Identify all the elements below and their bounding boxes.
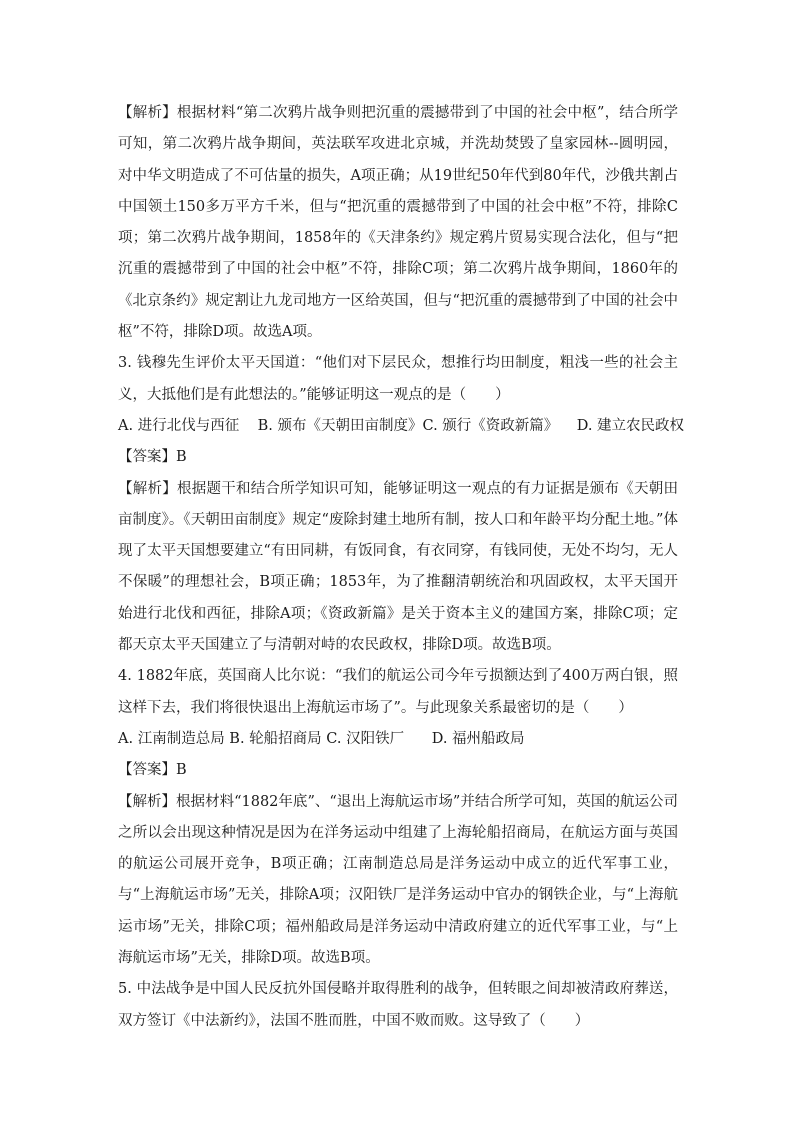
- options-q4: A. 江南制造总局 B. 轮船招商局 C. 汉阳铁厂 D. 福州船政局: [118, 730, 525, 747]
- document-body: [118, 98, 685, 1037]
- answer-q3: 【答案】B: [118, 449, 187, 466]
- options-q3: A. 进行北伐与西征 B. 颁布《天朝田亩制度》C. 颁行《资政新篇》 D. 建立农民政权: [118, 417, 685, 434]
- answer-q4: 【答案】B: [118, 762, 187, 779]
- explanation-q2: 【解析】根据材料“第二次鸦片战争则把沉重的震撼带到了中国的社会中枢”，结合所学可知，第二次鸦片战争期间，英法联军攻进北京城，并洗劫焚毁了皇家园林--圆明园，对中华文明造成了不可估量的损失，A项正确；从19世纪50年代到80年代，沙俄共割占中国领土150多万平方千米，但与“把沉重的震撼带到了中国的社会中枢”不符，排除C项；第二次鸦片战争期间，1858年的《天津条约》规定鸦片贸易实现合法化，但与“把沉重的震撼带到了中国的社会中枢”不符，排除C项；第二次鸦片战争期间，1860年的《北京条约》规定割让九龙司地方一区给英国，但与“把沉重的震撼带到了中国的社会中枢”不符，排除D项。故选A项。: [118, 105, 678, 341]
- question-4: 4. 1882年底，英国商人比尔说：“我们的航运公司今年亏损额达到了400万两白银，照这样下去，我们将很快退出上海航运市场了”。与此现象关系最密切的是（ ）: [118, 668, 678, 716]
- explanation-q4: 【解析】根据材料“1882年底”、“退出上海航运市场”并结合所学可知，英国的航运公司之所以会出现这种情况是因为在洋务运动中组建了上海轮船招商局，在航运方面与英国的航运公司展开竞争，B项正确；江南制造总局是洋务运动中成立的近代军事工业，与“上海航运市场”无关，排除A项；汉阳铁厂是洋务运动中官办的钢铁企业，与“上海航运市场”无关，排除C项；福州船政局是洋务运动中清政府建立的近代军事工业，与“上海航运市场”无关，排除D项。故选B项。: [118, 793, 678, 967]
- explanation-q3: 【解析】根据题干和结合所学知识可知，能够证明这一观点的有力证据是颁布《天朝田亩制度》。《天朝田亩制度》规定“废除封建土地所有制，按人口和年龄平均分配土地。”体现了太平天国想要建立“有田同耕，有饭同食，有衣同穿，有钱同使，无处不均匀，无人不保暖”的理想社会，B项正确；1853年，为了推翻清朝统治和巩固政权，太平天国开始进行北伐和西征，排除A项；《资政新篇》是关于资本主义的建国方案，排除C项；定都天京太平天国建立了与清朝对峙的农民政权，排除D项。故选B项。: [118, 480, 679, 654]
- question-5: 5. 中法战争是中国人民反抗外国侵略并取得胜利的战争，但转眼之间却被清政府葬送，双方签订《中法新约》，法国不胜而胜，中国不败而败。这导致了（ ）: [118, 981, 678, 1029]
- question-3: 3. 钱穆先生评价太平天国道：“他们对下层民众，想推行均田制度，粗浅一些的社会主义，大抵他们是有此想法的。”能够证明这一观点的是（ ）: [118, 355, 678, 403]
